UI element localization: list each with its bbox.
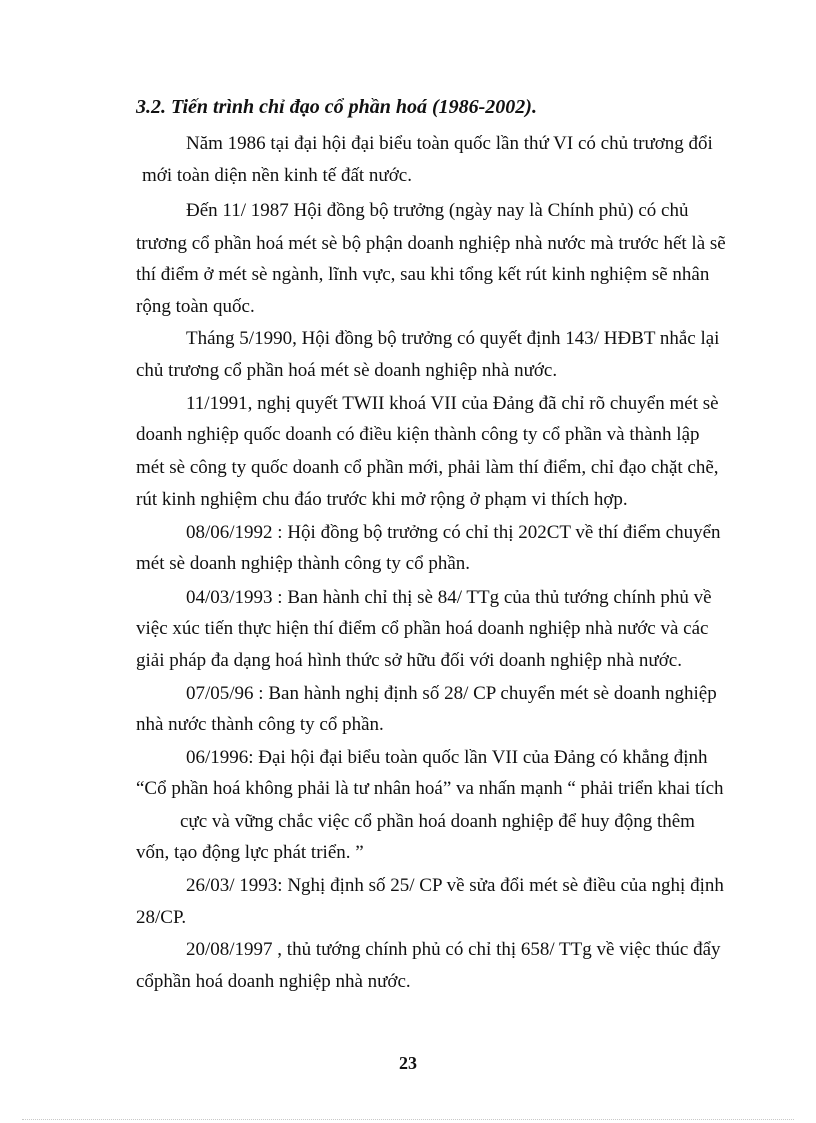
text-line: việc xúc tiến thực hiện thí điểm cổ phần hoá doanh nghiệp nhà nước và các bbox=[136, 618, 709, 639]
text-line: rút kinh nghiệm chu đáo trước khi mở rộng ở phạm vi thích hợp. bbox=[136, 489, 628, 510]
text-line: Đến 11/ 1987 Hội đồng bộ trưởng (ngày nay là Chính phủ) có chủ bbox=[186, 200, 689, 221]
text-line: 20/08/1997 , thủ tướng chính phủ có chỉ thị 658/ TTg về việc thúc đẩy bbox=[186, 939, 721, 960]
text-line: mét sè doanh nghiệp thành công ty cổ phần. bbox=[136, 553, 471, 574]
text-line: 06/1996: Đại hội đại biểu toàn quốc lần VII của Đảng có khẳng định bbox=[186, 747, 708, 768]
text-line: 07/05/96 : Ban hành nghị định số 28/ CP chuyển mét sè doanh nghiệp bbox=[186, 683, 717, 704]
text-line: cổphần hoá doanh nghiệp nhà nước. bbox=[136, 971, 411, 992]
text-line: 28/CP. bbox=[136, 907, 187, 928]
text-line: 11/1991, nghị quyết TWII khoá VII của Đảng đã chỉ rõ chuyển mét sè bbox=[186, 393, 719, 414]
text-line: vốn, tạo động lực phát triển. ” bbox=[136, 842, 364, 863]
text-line: chủ trương cổ phần hoá mét sè doanh nghiệp nhà nước. bbox=[136, 360, 558, 381]
text-line: thí điểm ở mét sè ngành, lĩnh vực, sau khi tổng kết rút kinh nghiệm sẽ nhân bbox=[136, 264, 710, 285]
section-heading: 3.2. Tiến trình chỉ đạo cổ phần hoá (1986-2002). bbox=[136, 96, 537, 118]
text-line: doanh nghiệp quốc doanh có điều kiện thành công ty cổ phần và thành lập bbox=[136, 424, 700, 445]
page-bottom-divider bbox=[22, 1119, 794, 1120]
text-line: mới toàn diện nền kinh tế đất nước. bbox=[142, 165, 412, 186]
text-line: 04/03/1993 : Ban hành chỉ thị sè 84/ TTg của thủ tướng chính phủ về bbox=[186, 587, 712, 608]
page-number: 23 bbox=[399, 1053, 417, 1073]
text-line: nhà nước thành công ty cổ phần. bbox=[136, 714, 384, 735]
text-line: Tháng 5/1990, Hội đồng bộ trưởng có quyết định 143/ HĐBT nhắc lại bbox=[186, 328, 720, 349]
text-line: trương cổ phần hoá mét sè bộ phận doanh nghiệp nhà nước mà trước hết là sẽ bbox=[136, 233, 726, 254]
text-line: 26/03/ 1993: Nghị định số 25/ CP về sửa đổi mét sè điều của nghị định bbox=[186, 875, 724, 896]
text-line: giải pháp đa dạng hoá hình thức sở hữu đối với doanh nghiệp nhà nước. bbox=[136, 650, 682, 671]
text-line: cực và vững chắc việc cổ phần hoá doanh nghiệp để huy động thêm bbox=[180, 811, 695, 832]
text-line: rộng toàn quốc. bbox=[136, 296, 255, 317]
text-line: Năm 1986 tại đại hội đại biểu toàn quốc lần thứ VI có chủ trương đổi bbox=[186, 133, 713, 154]
text-line: 08/06/1992 : Hội đồng bộ trưởng có chỉ thị 202CT về thí điểm chuyển bbox=[186, 522, 721, 543]
text-line: “Cổ phần hoá không phải là tư nhân hoá” va nhấn mạnh “ phải triển khai tích bbox=[136, 778, 724, 799]
text-line: mét sè công ty quốc doanh cổ phần mới, phải làm thí điểm, chỉ đạo chặt chẽ, bbox=[136, 457, 719, 478]
